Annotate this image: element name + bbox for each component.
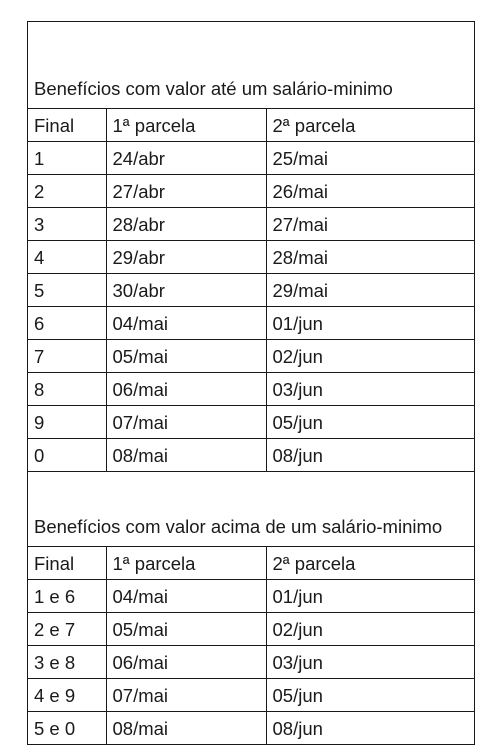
table-cell: 02/jun (266, 340, 474, 373)
table-row (28, 175, 474, 208)
section-title: Benefícios com valor até um salário-minimo (34, 78, 393, 99)
table-cell: 9 (28, 406, 106, 439)
table-cell: 03/jun (266, 646, 474, 679)
schedule-body (28, 22, 474, 744)
table-row (28, 646, 474, 679)
column-header: 2ª parcela (266, 109, 474, 142)
table-row (28, 274, 474, 307)
table-cell: 0 (28, 439, 106, 472)
table-row (28, 340, 474, 373)
table-cell: 7 (28, 340, 106, 373)
table-row (28, 580, 474, 613)
schedule-grid (28, 22, 474, 744)
table-cell: 26/mai (266, 175, 474, 208)
table-cell: 5 (28, 274, 106, 307)
table-cell: 05/mai (106, 340, 266, 373)
column-header: Final (28, 109, 106, 142)
table-cell: 08/mai (106, 439, 266, 472)
section-title: Benefícios com valor acima de um salário-minimo (28, 472, 474, 547)
table-row (28, 406, 474, 439)
table-row (28, 142, 474, 175)
table-cell: 4 e 9 (28, 679, 106, 712)
column-header: 1ª parcela (106, 547, 266, 580)
table-cell: 04/mai (106, 307, 266, 340)
table-cell: 4 (28, 241, 106, 274)
table-cell: 25/mai (266, 142, 474, 175)
table-cell: 24/abr (106, 142, 266, 175)
column-header: 1ª parcela (106, 109, 266, 142)
table-cell: 27/mai (266, 208, 474, 241)
header-row (28, 547, 474, 580)
table-row (28, 439, 474, 472)
table-cell: 29/abr (106, 241, 266, 274)
blank-row (28, 22, 474, 54)
table-cell: 07/mai (106, 679, 266, 712)
table-cell: 08/mai (106, 712, 266, 745)
table-cell: 07/mai (106, 406, 266, 439)
table-cell: 05/mai (106, 613, 266, 646)
table-cell: 6 (28, 307, 106, 340)
table-cell: 01/jun (266, 580, 474, 613)
table-cell: 3 e 8 (28, 646, 106, 679)
table-row (28, 208, 474, 241)
table-cell: 04/mai (106, 580, 266, 613)
column-header: Final (28, 547, 106, 580)
table-row (28, 712, 474, 745)
table-cell: 08/jun (266, 712, 474, 745)
table-cell: 5 e 0 (28, 712, 106, 745)
table-cell: 06/mai (106, 373, 266, 406)
table-row (28, 373, 474, 406)
table-cell: 1 (28, 142, 106, 175)
table-cell: 28/abr (106, 208, 266, 241)
table-row (28, 241, 474, 274)
column-header: 2ª parcela (266, 547, 474, 580)
table-cell: 02/jun (266, 613, 474, 646)
table-cell: 01/jun (266, 307, 474, 340)
payment-schedule-table (27, 21, 475, 745)
table-cell: 03/jun (266, 373, 474, 406)
table-cell: 29/mai (266, 274, 474, 307)
section-title-row (28, 472, 474, 547)
table-cell: 28/mai (266, 241, 474, 274)
table-row (28, 679, 474, 712)
table-cell: 05/jun (266, 406, 474, 439)
table-cell: 30/abr (106, 274, 266, 307)
table-cell: 05/jun (266, 679, 474, 712)
table-cell: 1 e 6 (28, 580, 106, 613)
table-cell: 2 (28, 175, 106, 208)
header-row (28, 109, 474, 142)
table-cell: 06/mai (106, 646, 266, 679)
blank-cell (28, 22, 474, 54)
section-title-row (28, 54, 474, 109)
table-cell: 2 e 7 (28, 613, 106, 646)
table-cell: 8 (28, 373, 106, 406)
table-cell: 08/jun (266, 439, 474, 472)
table-row (28, 613, 474, 646)
table-cell: 3 (28, 208, 106, 241)
table-row (28, 307, 474, 340)
table-cell: 27/abr (106, 175, 266, 208)
